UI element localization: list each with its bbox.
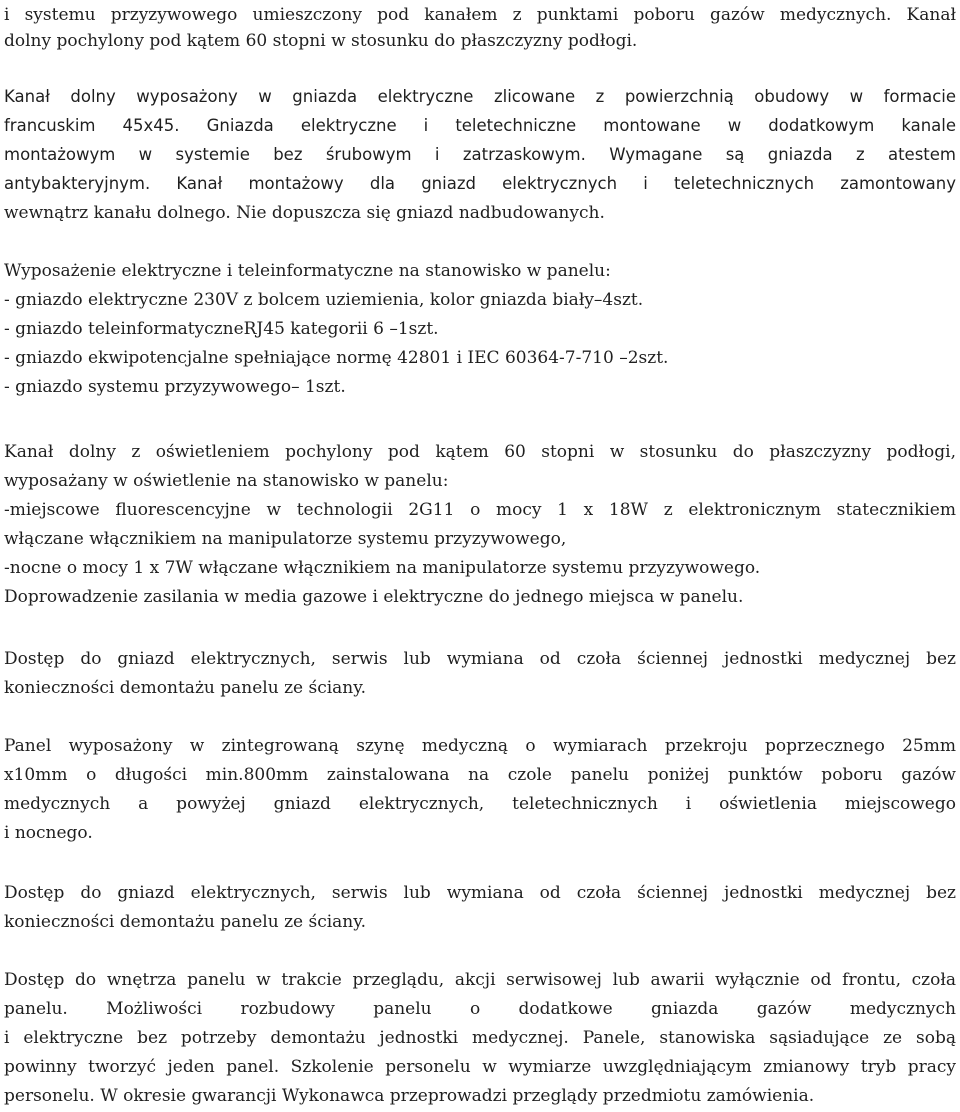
list-item: - gniazdo teleinformatyczneRJ45 kategorii 6 –1szt. — [4, 319, 439, 339]
text-line: Dostęp do gniazd elektrycznych, serwis lub wymiana od czoła ściennej jednostki medycznej bez — [4, 649, 956, 669]
text-line: konieczności demontażu panelu ze ściany. — [4, 912, 367, 932]
text-line: powinny tworzyć jeden panel. Szkolenie personelu w wymiarze uwzględniającym zmianowy tryb pracy — [4, 1057, 956, 1077]
text-line: montażowym w systemie bez śrubowym i zatrzaskowym. Wymagane są gniazda z atestem — [4, 145, 956, 164]
list-item: - gniazdo systemu przyzywowego– 1szt. — [4, 377, 346, 397]
text-line: dolny pochylony pod kątem 60 stopni w stosunku do płaszczyzny podłogi. — [4, 31, 638, 51]
text-line: medycznych a powyżej gniazd elektrycznych, teletechnicznych i oświetlenia miejscowego — [4, 794, 956, 814]
text-line: personelu. W okresie gwarancji Wykonawca przeprowadzi przeglądy przedmiotu zamówienia. — [4, 1086, 815, 1106]
list-item: -nocne o mocy 1 x 7W włączane włącznikiem na manipulatorze systemu przyzywowego. — [4, 558, 761, 578]
text-line: Wyposażenie elektryczne i teleinformatyczne na stanowisko w panelu: — [4, 261, 611, 281]
document-page — [4, 0, 956, 1112]
text-line: francuskim 45x45. Gniazda elektryczne i teletechniczne montowane w dodatkowym kanale — [4, 116, 956, 135]
text-line: Doprowadzenie zasilania w media gazowe i elektryczne do jednego miejsca w panelu. — [4, 587, 744, 607]
text-line: konieczności demontażu panelu ze ściany. — [4, 678, 367, 698]
text-line: i systemu przyzywowego umieszczony pod kanałem z punktami poboru gazów medycznych. Kanał — [4, 5, 956, 25]
text-line: wyposażany w oświetlenie na stanowisko w panelu: — [4, 471, 449, 491]
text-line: Dostęp do wnętrza panelu w trakcie przeglądu, akcji serwisowej lub awarii wyłącznie od frontu, czoła — [4, 970, 956, 990]
text-line: Kanał dolny wyposażony w gniazda elektryczne zlicowane z powierzchnią obudowy w formacie — [4, 87, 956, 106]
text-line: Kanał dolny z oświetleniem pochylony pod kątem 60 stopni w stosunku do płaszczyzny podłogi, — [4, 442, 956, 462]
text-line: Panel wyposażony w zintegrowaną szynę medyczną o wymiarach przekroju poprzecznego 25mm — [4, 736, 956, 756]
list-item: -miejscowe fluorescencyjne w technologii 2G11 o mocy 1 x 18W z elektronicznym statecznikiem — [4, 500, 956, 520]
text-line: wewnątrz kanału dolnego. Nie dopuszcza się gniazd nadbudowanych. — [4, 203, 605, 223]
text-line: i nocnego. — [4, 823, 93, 843]
text-line: antybakteryjnym. Kanał montażowy dla gniazd elektrycznych i teletechnicznych zamontowany — [4, 174, 956, 193]
text-line: x10mm o długości min.800mm zainstalowana na czole panelu poniżej punktów poboru gazów — [4, 765, 956, 785]
text-line: Dostęp do gniazd elektrycznych, serwis lub wymiana od czoła ściennej jednostki medycznej bez — [4, 883, 956, 903]
list-item: - gniazdo elektryczne 230V z bolcem uziemienia, kolor gniazda biały–4szt. — [4, 290, 644, 310]
text-line: panelu. Możliwości rozbudowy panelu o dodatkowe gniazda gazów medycznych — [4, 999, 956, 1019]
list-item: - gniazdo ekwipotencjalne spełniające normę 42801 i IEC 60364-7-710 –2szt. — [4, 348, 669, 368]
text-line: i elektryczne bez potrzeby demontażu jednostki medycznej. Panele, stanowiska sąsiadujące ze sobą — [4, 1028, 956, 1048]
text-line: włączane włącznikiem na manipulatorze systemu przyzywowego, — [4, 529, 567, 549]
